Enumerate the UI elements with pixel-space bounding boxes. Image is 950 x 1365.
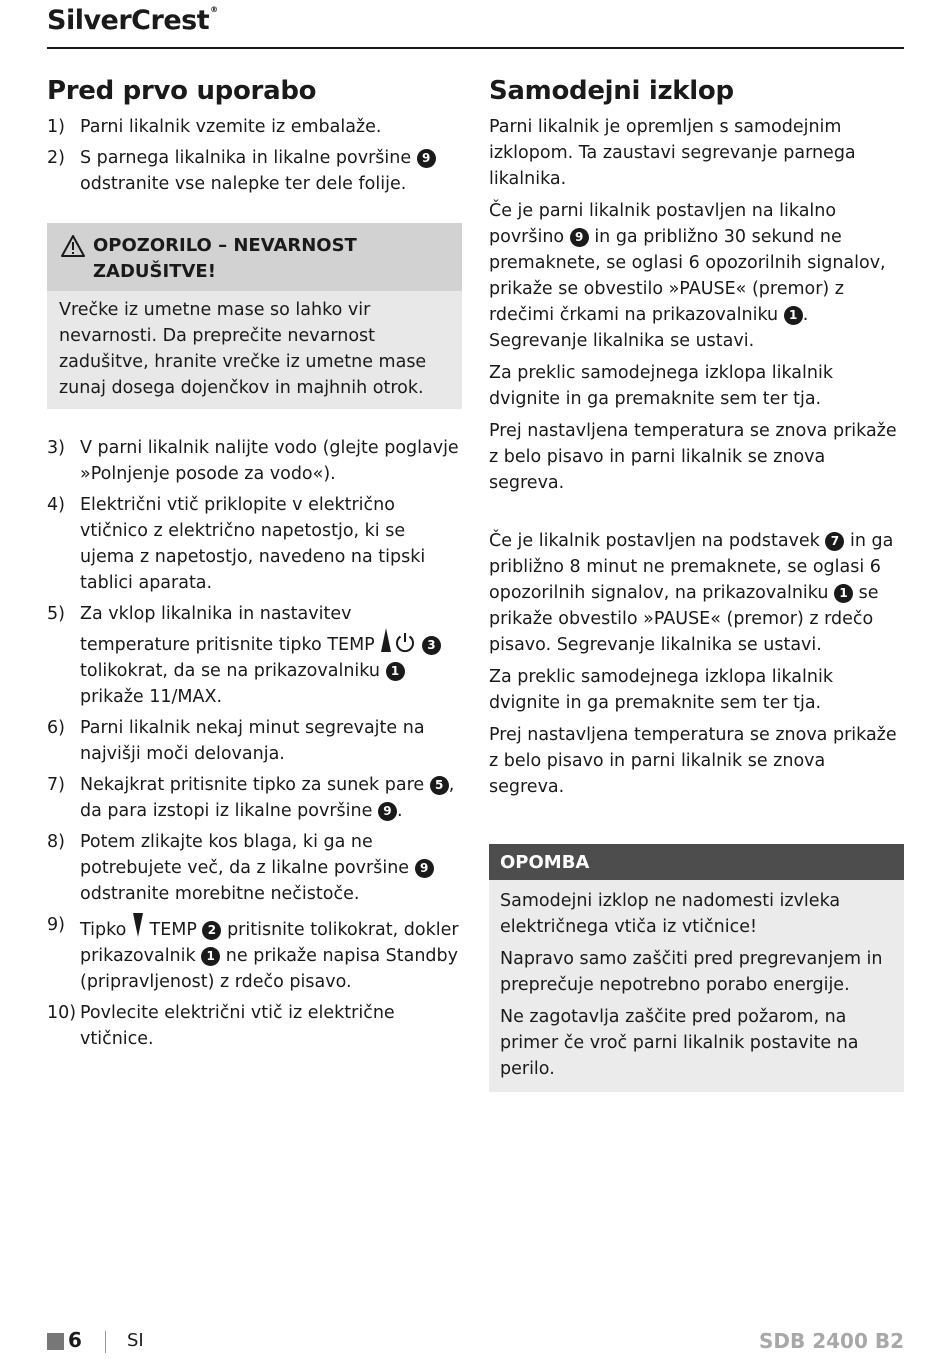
step-8: 8) Potem zlikajte kos blaga, ki ga ne potrebujete več, da z likalne površine 9 odstranite morebitne nečistoče. xyxy=(47,829,462,907)
paragraph: Če je parni likalnik postavljen na likalno površino 9 in ga približno 30 sekund ne premaknete, se oglasi 6 opozorilnih signalov, prikaže se obvestilo »PAUSE« (premor) z rdečimi črkami na prikazovalniku 1 . Segrevanje likalnika se ustavi. xyxy=(489,201,886,351)
paragraph: Prej nastavljena temperatura se znova prikaže z belo pisavo in parni likalnik se znova segreva. xyxy=(489,421,897,493)
ref-badge: 5 xyxy=(430,776,449,795)
temp-down-icon xyxy=(132,912,144,938)
step-3: 3) V parni likalnik nalijte vodo (glejte poglavje »Polnjenje posode za vodo«). xyxy=(47,438,459,484)
step-10: 10) Povlecite električni vtič iz električne vtičnice. xyxy=(47,1003,395,1049)
ref-badge: 9 xyxy=(570,228,589,247)
ref-badge: 3 xyxy=(422,636,441,655)
step-5: 5) Za vklop likalnika in nastavitev temperature pritisnite tipko TEMP 3 tolikokrat, da se na prikazovalniku 1 prikaže 11/MAX. xyxy=(47,601,462,710)
ref-badge: 1 xyxy=(386,662,405,681)
ref-badge: 7 xyxy=(825,532,844,551)
step-6: 6) Parni likalnik nekaj minut segrevajte na najvišji moči delovanja. xyxy=(47,718,425,764)
paragraph: Za preklic samodejnega izklopa likalnik dvignite in ga premaknite sem ter tja. xyxy=(489,363,833,409)
paragraph: Parni likalnik je opremljen s samodejnim izklopom. Ta zaustavi segrevanje parnega likalnika. xyxy=(489,117,856,189)
paragraph: Če je likalnik postavljen na podstavek 7 in ga približno 8 minut ne premaknete, se oglasi 6 opozorilnih signalov, na prikazovalniku 1 se prikaže obvestilo »PAUSE« (premor) z rdečo pisavo. Segrevanje likalnika se ustavi. xyxy=(489,531,894,655)
note-paragraph: Ne zagotavlja zaščite pred požarom, na primer če vroč parni likalnik postavite na perilo. xyxy=(500,1007,859,1079)
ref-badge: 1 xyxy=(784,306,803,325)
left-column xyxy=(47,76,462,1057)
steps-list-b xyxy=(47,435,462,1052)
ref-badge: 1 xyxy=(834,584,853,603)
temp-up-icon xyxy=(380,627,392,653)
section-title-first-use: Pred prvo uporabo xyxy=(47,76,317,106)
page-number: 6 xyxy=(68,1328,82,1352)
warning-triangle-icon xyxy=(61,235,85,257)
brand-logo: SilverCrest® xyxy=(47,5,218,36)
language-code: SI xyxy=(127,1330,144,1351)
ref-badge: 2 xyxy=(202,921,221,940)
ref-badge: 9 xyxy=(378,802,397,821)
model-number: SDB 2400 B2 xyxy=(759,1329,904,1353)
footer-square-marker xyxy=(47,1333,64,1350)
note-paragraph: Napravo samo zaščiti pred pregrevanjem in preprečuje nepotrebno porabo energije. xyxy=(500,949,883,995)
step-9: 9) Tipko TEMP 2 pritisnite tolikokrat, dokler prikazovalnik 1 ne prikaže napisa Standby (pripravljenost) z rdečo pisavo. xyxy=(47,912,462,995)
warning-box xyxy=(47,223,462,409)
paragraph: Za preklic samodejnega izklopa likalnik dvignite in ga premaknite sem ter tja. xyxy=(489,667,833,713)
footer-divider xyxy=(105,1331,106,1353)
note-paragraph: Samodejni izklop ne nadomesti izvleka električnega vtiča iz vtičnice! xyxy=(500,891,841,937)
step-7: 7) Nekajkrat pritisnite tipko za sunek pare 5 , da para izstopi iz likalne površine 9 . xyxy=(47,775,455,821)
header-rule xyxy=(47,47,904,49)
ref-badge: 1 xyxy=(201,947,220,966)
ref-badge: 9 xyxy=(415,859,434,878)
note-title: OPOMBA xyxy=(489,844,904,880)
warning-text: Vrečke iz umetne mase so lahko vir nevarnosti. Da preprečite nevarnost zadušitve, hranite vrečke iz umetne mase zunaj dosega dojenčkov in majhnih otrok. xyxy=(59,300,427,398)
section-title-auto-off: Samodejni izklop xyxy=(489,76,734,106)
warning-header xyxy=(47,223,462,291)
paragraph: Prej nastavljena temperatura se znova prikaže z belo pisavo in parni likalnik se znova segreva. xyxy=(489,725,897,797)
step-2: 2) S parnega likalnika in likalne površine 9 odstranite vse nalepke ter dele folije. xyxy=(47,145,462,197)
note-box xyxy=(489,844,904,1092)
steps-list-a xyxy=(47,114,462,197)
step-4: 4) Električni vtič priklopite v električno vtičnico z električno napetostjo, ki se ujema z napetostjo, navedeno na tipski tablici aparata. xyxy=(47,495,426,593)
power-icon xyxy=(394,631,416,653)
step-1: 1) Parni likalnik vzemite iz embalaže. xyxy=(47,117,382,137)
ref-badge: 9 xyxy=(417,149,436,168)
warning-title: OPOZORILO – NEVARNOST ZADUŠITVE! xyxy=(93,235,357,282)
right-column xyxy=(489,76,904,1092)
